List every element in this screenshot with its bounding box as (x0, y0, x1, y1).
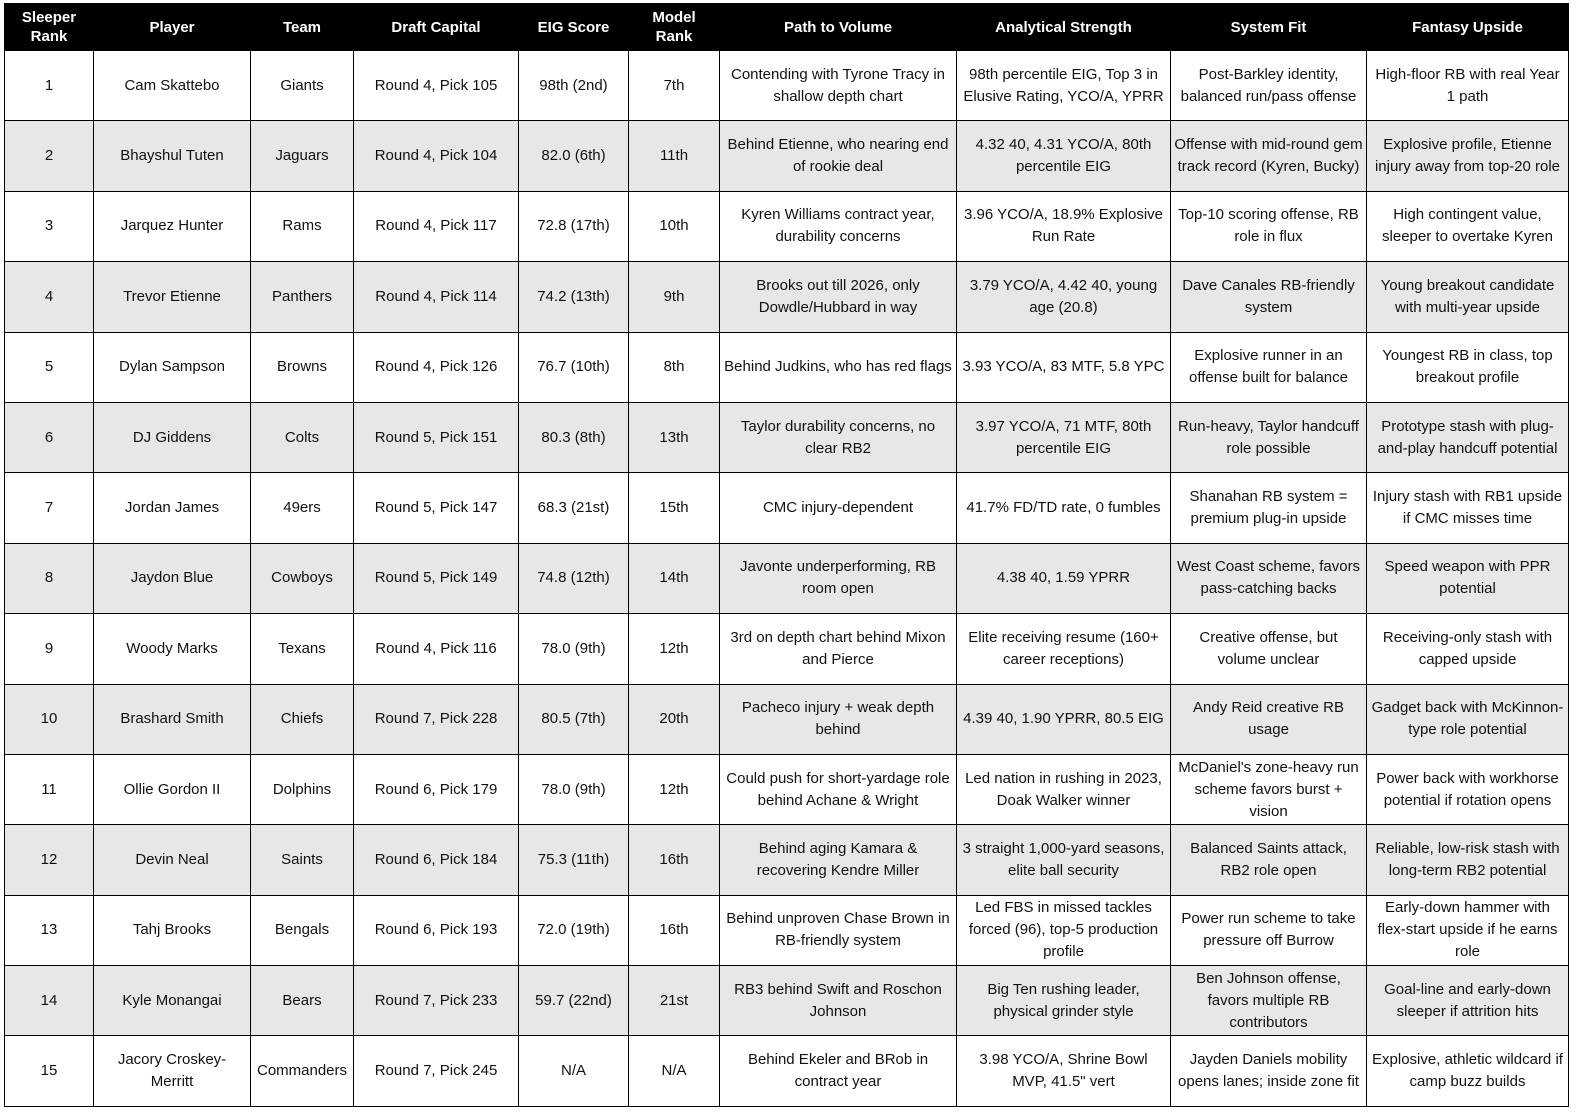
team-cell: Saints (251, 825, 354, 895)
model-rank-cell: 10th (629, 191, 720, 261)
path-to-volume-cell: 3rd on depth chart behind Mixon and Pierce (720, 614, 957, 684)
path-to-volume-cell: Taylor durability concerns, no clear RB2 (720, 402, 957, 472)
analytical-strength-cell: 4.39 40, 1.90 YPRR, 80.5 EIG (957, 684, 1171, 754)
model-rank-cell: 13th (629, 402, 720, 472)
draft-capital-cell: Round 5, Pick 151 (354, 402, 519, 472)
fantasy-upside-cell: Goal-line and early-down sleeper if attrition hits (1367, 966, 1569, 1036)
analytical-strength-cell: 3.79 YCO/A, 4.42 40, young age (20.8) (957, 262, 1171, 332)
system-fit-cell: Jayden Daniels mobility opens lanes; inside zone fit (1171, 1036, 1367, 1106)
team-cell: Bengals (251, 895, 354, 965)
team-cell: Commanders (251, 1036, 354, 1106)
draft-capital-cell: Round 4, Pick 114 (354, 262, 519, 332)
eig-score-cell: 78.0 (9th) (519, 614, 629, 684)
analytical-strength-cell: 3.96 YCO/A, 18.9% Explosive Run Rate (957, 191, 1171, 261)
system-fit-cell: Creative offense, but volume unclear (1171, 614, 1367, 684)
eig-score-cell: 76.7 (10th) (519, 332, 629, 402)
sleeper-rank-cell: 6 (5, 402, 94, 472)
draft-capital-cell: Round 6, Pick 193 (354, 895, 519, 965)
system-fit-cell: McDaniel's zone-heavy run scheme favors burst + vision (1171, 754, 1367, 824)
eig-score-cell: 78.0 (9th) (519, 754, 629, 824)
draft-capital-cell: Round 7, Pick 228 (354, 684, 519, 754)
team-cell: Browns (251, 332, 354, 402)
header-row (5, 4, 1569, 51)
sleeper-table-container (4, 3, 1569, 1107)
table-row (5, 191, 1569, 261)
system-fit-cell: Shanahan RB system = premium plug-in upside (1171, 473, 1367, 543)
fantasy-upside-cell: Explosive profile, Etienne injury away from top-20 role (1367, 121, 1569, 191)
player-cell: Dylan Sampson (94, 332, 251, 402)
table-row (5, 402, 1569, 472)
analytical-strength-cell: 3.98 YCO/A, Shrine Bowl MVP, 41.5" vert (957, 1036, 1171, 1106)
fantasy-upside-cell: High-floor RB with real Year 1 path (1367, 51, 1569, 121)
sleeper-rank-cell: 7 (5, 473, 94, 543)
eig-score-cell: 68.3 (21st) (519, 473, 629, 543)
player-cell: DJ Giddens (94, 402, 251, 472)
model-rank-cell: 20th (629, 684, 720, 754)
col-header-eig-score: EIG Score (519, 4, 629, 51)
col-header-draft-capital: Draft Capital (354, 4, 519, 51)
analytical-strength-cell: 4.32 40, 4.31 YCO/A, 80th percentile EIG (957, 121, 1171, 191)
col-header-fantasy-upside: Fantasy Upside (1367, 4, 1569, 51)
path-to-volume-cell: Behind aging Kamara & recovering Kendre Miller (720, 825, 957, 895)
col-header-path-to-volume: Path to Volume (720, 4, 957, 51)
table-row (5, 473, 1569, 543)
team-cell: Dolphins (251, 754, 354, 824)
player-cell: Jarquez Hunter (94, 191, 251, 261)
sleeper-rankings-table (4, 3, 1569, 1107)
team-cell: Jaguars (251, 121, 354, 191)
draft-capital-cell: Round 5, Pick 149 (354, 543, 519, 613)
analytical-strength-cell: 41.7% FD/TD rate, 0 fumbles (957, 473, 1171, 543)
table-row (5, 966, 1569, 1036)
eig-score-cell: 80.5 (7th) (519, 684, 629, 754)
table-row (5, 825, 1569, 895)
player-cell: Brashard Smith (94, 684, 251, 754)
path-to-volume-cell: Brooks out till 2026, only Dowdle/Hubbard in way (720, 262, 957, 332)
player-cell: Woody Marks (94, 614, 251, 684)
team-cell: Cowboys (251, 543, 354, 613)
player-cell: Kyle Monangai (94, 966, 251, 1036)
table-row (5, 262, 1569, 332)
analytical-strength-cell: Led nation in rushing in 2023, Doak Walker winner (957, 754, 1171, 824)
table-row (5, 754, 1569, 824)
draft-capital-cell: Round 6, Pick 184 (354, 825, 519, 895)
fantasy-upside-cell: Injury stash with RB1 upside if CMC misses time (1367, 473, 1569, 543)
col-header-player: Player (94, 4, 251, 51)
path-to-volume-cell: RB3 behind Swift and Roschon Johnson (720, 966, 957, 1036)
fantasy-upside-cell: Power back with workhorse potential if rotation opens (1367, 754, 1569, 824)
system-fit-cell: Offense with mid-round gem track record (Kyren, Bucky) (1171, 121, 1367, 191)
col-header-sleeper-rank: Sleeper Rank (5, 4, 94, 51)
eig-score-cell: 72.8 (17th) (519, 191, 629, 261)
table-row (5, 895, 1569, 965)
eig-score-cell: 74.8 (12th) (519, 543, 629, 613)
fantasy-upside-cell: Early-down hammer with flex-start upside if he earns role (1367, 895, 1569, 965)
team-cell: Bears (251, 966, 354, 1036)
sleeper-rank-cell: 14 (5, 966, 94, 1036)
model-rank-cell: 15th (629, 473, 720, 543)
analytical-strength-cell: Led FBS in missed tackles forced (96), top-5 production profile (957, 895, 1171, 965)
eig-score-cell: 98th (2nd) (519, 51, 629, 121)
model-rank-cell: 16th (629, 895, 720, 965)
draft-capital-cell: Round 6, Pick 179 (354, 754, 519, 824)
player-cell: Cam Skattebo (94, 51, 251, 121)
fantasy-upside-cell: Explosive, athletic wildcard if camp buzz builds (1367, 1036, 1569, 1106)
draft-capital-cell: Round 4, Pick 126 (354, 332, 519, 402)
analytical-strength-cell: 4.38 40, 1.59 YPRR (957, 543, 1171, 613)
model-rank-cell: 9th (629, 262, 720, 332)
sleeper-rank-cell: 15 (5, 1036, 94, 1106)
fantasy-upside-cell: High contingent value, sleeper to overtake Kyren (1367, 191, 1569, 261)
system-fit-cell: Power run scheme to take pressure off Burrow (1171, 895, 1367, 965)
analytical-strength-cell: 98th percentile EIG, Top 3 in Elusive Rating, YCO/A, YPRR (957, 51, 1171, 121)
system-fit-cell: Ben Johnson offense, favors multiple RB contributors (1171, 966, 1367, 1036)
eig-score-cell: 80.3 (8th) (519, 402, 629, 472)
model-rank-cell: 16th (629, 825, 720, 895)
team-cell: 49ers (251, 473, 354, 543)
system-fit-cell: Top-10 scoring offense, RB role in flux (1171, 191, 1367, 261)
col-header-analytical-strength: Analytical Strength (957, 4, 1171, 51)
table-row (5, 614, 1569, 684)
table-row (5, 121, 1569, 191)
analytical-strength-cell: 3.97 YCO/A, 71 MTF, 80th percentile EIG (957, 402, 1171, 472)
table-row (5, 1036, 1569, 1106)
player-cell: Devin Neal (94, 825, 251, 895)
analytical-strength-cell: Big Ten rushing leader, physical grinder style (957, 966, 1171, 1036)
model-rank-cell: 11th (629, 121, 720, 191)
path-to-volume-cell: Javonte underperforming, RB room open (720, 543, 957, 613)
draft-capital-cell: Round 7, Pick 245 (354, 1036, 519, 1106)
table-header (5, 4, 1569, 51)
eig-score-cell: 59.7 (22nd) (519, 966, 629, 1036)
model-rank-cell: 7th (629, 51, 720, 121)
eig-score-cell: 82.0 (6th) (519, 121, 629, 191)
eig-score-cell: 72.0 (19th) (519, 895, 629, 965)
sleeper-rank-cell: 9 (5, 614, 94, 684)
team-cell: Chiefs (251, 684, 354, 754)
player-cell: Jaydon Blue (94, 543, 251, 613)
path-to-volume-cell: Could push for short-yardage role behind Achane & Wright (720, 754, 957, 824)
path-to-volume-cell: Behind unproven Chase Brown in RB-friendly system (720, 895, 957, 965)
sleeper-rank-cell: 12 (5, 825, 94, 895)
system-fit-cell: West Coast scheme, favors pass-catching backs (1171, 543, 1367, 613)
fantasy-upside-cell: Speed weapon with PPR potential (1367, 543, 1569, 613)
model-rank-cell: 21st (629, 966, 720, 1036)
draft-capital-cell: Round 4, Pick 116 (354, 614, 519, 684)
sleeper-rank-cell: 10 (5, 684, 94, 754)
table-row (5, 684, 1569, 754)
eig-score-cell: 75.3 (11th) (519, 825, 629, 895)
player-cell: Tahj Brooks (94, 895, 251, 965)
model-rank-cell: 12th (629, 754, 720, 824)
system-fit-cell: Dave Canales RB-friendly system (1171, 262, 1367, 332)
fantasy-upside-cell: Young breakout candidate with multi-year upside (1367, 262, 1569, 332)
model-rank-cell: N/A (629, 1036, 720, 1106)
draft-capital-cell: Round 7, Pick 233 (354, 966, 519, 1036)
system-fit-cell: Andy Reid creative RB usage (1171, 684, 1367, 754)
model-rank-cell: 14th (629, 543, 720, 613)
fantasy-upside-cell: Prototype stash with plug-and-play handcuff potential (1367, 402, 1569, 472)
fantasy-upside-cell: Youngest RB in class, top breakout profile (1367, 332, 1569, 402)
table-row (5, 543, 1569, 613)
system-fit-cell: Explosive runner in an offense built for balance (1171, 332, 1367, 402)
sleeper-rank-cell: 11 (5, 754, 94, 824)
draft-capital-cell: Round 4, Pick 117 (354, 191, 519, 261)
team-cell: Panthers (251, 262, 354, 332)
player-cell: Bhayshul Tuten (94, 121, 251, 191)
path-to-volume-cell: Pacheco injury + weak depth behind (720, 684, 957, 754)
fantasy-upside-cell: Gadget back with McKinnon-type role potential (1367, 684, 1569, 754)
player-cell: Ollie Gordon II (94, 754, 251, 824)
sleeper-rank-cell: 4 (5, 262, 94, 332)
team-cell: Texans (251, 614, 354, 684)
eig-score-cell: N/A (519, 1036, 629, 1106)
analytical-strength-cell: 3 straight 1,000-yard seasons, elite ball security (957, 825, 1171, 895)
table-row (5, 332, 1569, 402)
system-fit-cell: Post-Barkley identity, balanced run/pass offense (1171, 51, 1367, 121)
analytical-strength-cell: 3.93 YCO/A, 83 MTF, 5.8 YPC (957, 332, 1171, 402)
team-cell: Rams (251, 191, 354, 261)
sleeper-rank-cell: 5 (5, 332, 94, 402)
sleeper-rank-cell: 3 (5, 191, 94, 261)
col-header-model-rank: Model Rank (629, 4, 720, 51)
sleeper-rank-cell: 1 (5, 51, 94, 121)
player-cell: Jacory Croskey-Merritt (94, 1036, 251, 1106)
system-fit-cell: Balanced Saints attack, RB2 role open (1171, 825, 1367, 895)
analytical-strength-cell: Elite receiving resume (160+ career receptions) (957, 614, 1171, 684)
sleeper-rank-cell: 8 (5, 543, 94, 613)
eig-score-cell: 74.2 (13th) (519, 262, 629, 332)
col-header-system-fit: System Fit (1171, 4, 1367, 51)
sleeper-rank-cell: 2 (5, 121, 94, 191)
path-to-volume-cell: Kyren Williams contract year, durability concerns (720, 191, 957, 261)
draft-capital-cell: Round 4, Pick 104 (354, 121, 519, 191)
fantasy-upside-cell: Receiving-only stash with capped upside (1367, 614, 1569, 684)
system-fit-cell: Run-heavy, Taylor handcuff role possible (1171, 402, 1367, 472)
col-header-team: Team (251, 4, 354, 51)
player-cell: Jordan James (94, 473, 251, 543)
sleeper-rank-cell: 13 (5, 895, 94, 965)
fantasy-upside-cell: Reliable, low-risk stash with long-term RB2 potential (1367, 825, 1569, 895)
path-to-volume-cell: Behind Ekeler and BRob in contract year (720, 1036, 957, 1106)
path-to-volume-cell: Behind Judkins, who has red flags (720, 332, 957, 402)
model-rank-cell: 8th (629, 332, 720, 402)
path-to-volume-cell: Behind Etienne, who nearing end of rookie deal (720, 121, 957, 191)
path-to-volume-cell: Contending with Tyrone Tracy in shallow depth chart (720, 51, 957, 121)
draft-capital-cell: Round 4, Pick 105 (354, 51, 519, 121)
path-to-volume-cell: CMC injury-dependent (720, 473, 957, 543)
table-row (5, 51, 1569, 121)
draft-capital-cell: Round 5, Pick 147 (354, 473, 519, 543)
model-rank-cell: 12th (629, 614, 720, 684)
player-cell: Trevor Etienne (94, 262, 251, 332)
table-body (5, 51, 1569, 1107)
team-cell: Colts (251, 402, 354, 472)
team-cell: Giants (251, 51, 354, 121)
